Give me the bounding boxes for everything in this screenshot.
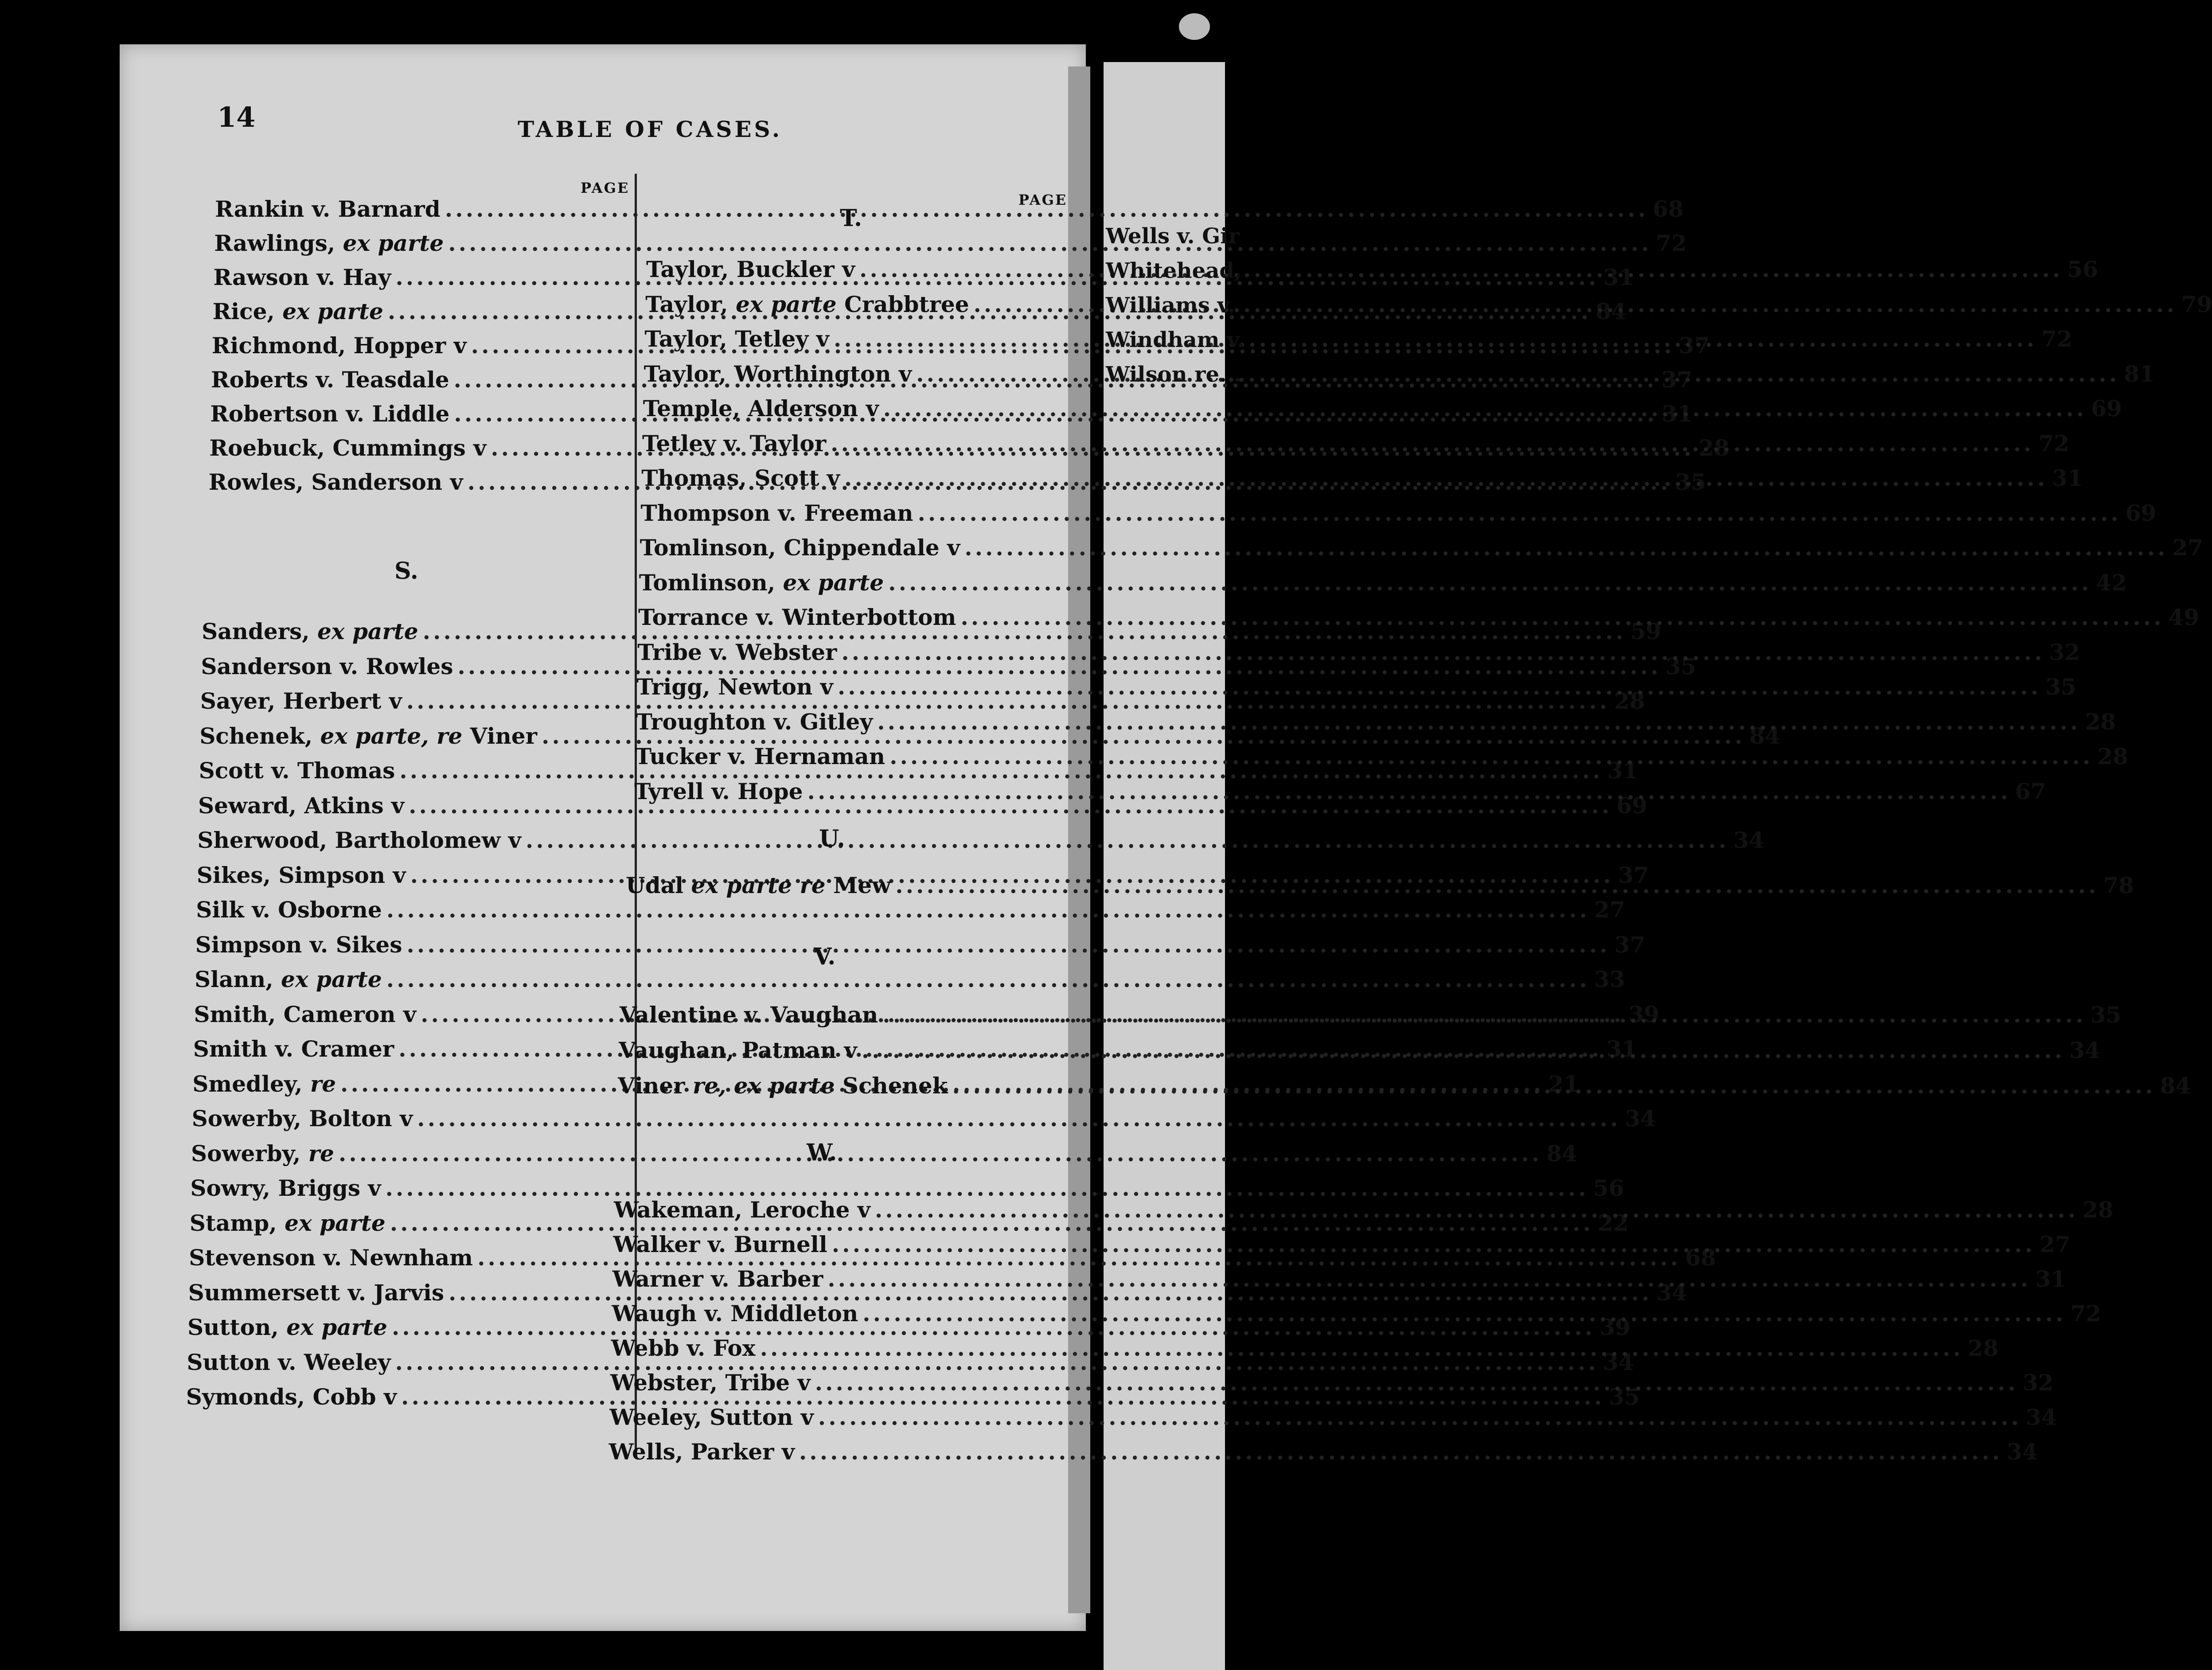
case-page-number: 84	[2160, 1073, 2191, 1099]
leader-dots	[952, 1070, 2155, 1099]
case-name: Tomlinson, ex parte	[639, 569, 884, 596]
case-page-number: 22	[1597, 1210, 1629, 1236]
running-title: TABLE OF CASES.	[518, 116, 783, 142]
case-page-number: 33	[1594, 966, 1625, 992]
case-name: Simpson v. Sikes	[195, 931, 402, 958]
case-entry	[197, 827, 1764, 856]
case-page-number: 28	[1614, 688, 1645, 714]
leader-dots	[339, 1140, 1542, 1167]
case-page-number: 28	[1698, 435, 1730, 461]
case-name: Thompson v. Freeman	[640, 499, 913, 526]
case-page-number: 27	[2172, 535, 2204, 561]
case-page-number: 81	[2124, 360, 2155, 387]
case-name: Torrance v. Winterbottom	[638, 604, 956, 630]
leader-dots	[960, 604, 2164, 630]
case-entry	[639, 569, 2127, 599]
case-page-number: 35	[2090, 1002, 2122, 1028]
case-page-number: 84	[1596, 298, 1627, 324]
case-entry	[201, 653, 1697, 683]
case-page-number: 34	[1603, 1349, 1634, 1375]
case-name: Valentine v. Vaughan	[620, 1002, 878, 1028]
page-number: 14	[217, 101, 256, 133]
case-page-number: 34	[1656, 1279, 1687, 1306]
case-name: Tucker v. Hernaman	[635, 743, 886, 769]
case-name: Tomlinson, Chippendale v	[640, 535, 960, 561]
case-entry	[187, 1349, 1634, 1378]
case-name: Stamp, ex parte	[189, 1210, 386, 1236]
leader-dots	[888, 570, 2091, 596]
facing-page-entry: Wells v. Gir	[1106, 224, 1240, 249]
case-page-number: 31	[1607, 757, 1639, 784]
facing-page-entry: Whitehead,	[1106, 258, 1242, 283]
case-page-number: 42	[2096, 569, 2127, 596]
case-page-number: 68	[1685, 1245, 1716, 1271]
case-name: Summersett v. Jarvis	[188, 1279, 445, 1306]
case-page-number: 28	[1967, 1335, 1999, 1361]
case-page-number: 56	[2067, 256, 2098, 282]
case-entry	[198, 792, 1647, 822]
case-page-number: 37	[1618, 862, 1649, 888]
case-page-number: 28	[2083, 1197, 2114, 1223]
case-page-number: 32	[2022, 1370, 2054, 1396]
case-page-number: 72	[1656, 230, 1687, 256]
case-entry	[190, 1175, 1624, 1204]
case-page-number: 34	[2007, 1439, 2038, 1465]
case-name: Sowerby, re	[191, 1140, 334, 1167]
section-w-heading: W.	[807, 1139, 837, 1166]
section-s-heading: S.	[394, 558, 418, 585]
case-name: Temple, Alderson v	[643, 395, 879, 421]
case-page-number: 78	[2103, 872, 2134, 898]
leader-dots	[859, 256, 2063, 282]
case-name: Stevenson v. Newnham	[189, 1245, 473, 1271]
leader-dots	[889, 743, 2093, 769]
case-name: Walker v. Burnell	[613, 1231, 827, 1257]
leader-dots	[916, 361, 2119, 387]
case-page-number: 37	[1614, 931, 1646, 958]
case-name: Slann, ex parte	[195, 966, 382, 992]
case-entry	[196, 897, 1625, 926]
leader-dots	[841, 639, 2044, 665]
case-name: Rowles, Sanderson v	[208, 469, 463, 495]
facing-page-entry: Windham v.	[1106, 328, 1245, 352]
case-entry	[195, 931, 1646, 961]
section-t-heading: T.	[840, 205, 862, 232]
case-page-number: 34	[1625, 1105, 1656, 1132]
case-entry	[199, 722, 1780, 752]
leader-dots	[386, 966, 1590, 992]
case-name: Smith, Cameron v	[194, 1001, 417, 1027]
case-name: Udal ex parte re Mew	[626, 872, 891, 898]
case-page-number: 31	[2052, 465, 2083, 491]
case-entry	[191, 1140, 1577, 1170]
case-name: Wakeman, Leroche v	[614, 1197, 870, 1223]
case-name: Rice, ex parte	[212, 298, 383, 324]
case-name: Tetley v. Taylor	[642, 430, 827, 457]
case-entry	[609, 1404, 2057, 1433]
leader-dots	[834, 326, 2037, 352]
case-page-number: 28	[2085, 708, 2116, 735]
leader-dots	[877, 709, 2080, 735]
case-page-number: 31	[1662, 401, 1693, 427]
leader-dots	[844, 465, 2048, 491]
leader-dots	[799, 1439, 2002, 1465]
case-name: Sanders, ex parte	[202, 618, 418, 644]
case-page-number: 37	[1661, 367, 1693, 393]
case-page-number: 49	[2168, 604, 2200, 630]
case-name: Roberts v. Teasdale	[211, 367, 449, 393]
leader-dots	[838, 674, 2041, 700]
case-page-number: 69	[1616, 792, 1647, 819]
leader-dots	[808, 778, 2011, 804]
case-entry	[187, 1314, 1631, 1343]
leader-dots	[862, 1037, 2065, 1063]
case-name: Symonds, Cobb v	[186, 1384, 397, 1410]
case-name: Sikes, Simpson v	[196, 862, 406, 888]
case-page-number: 67	[2015, 778, 2046, 804]
leader-dots	[815, 1370, 2018, 1396]
case-page-number: 37	[1678, 332, 1710, 359]
case-page-number: 84	[1546, 1140, 1577, 1167]
case-name: Tribe v. Webster	[637, 639, 837, 665]
case-name: Robertson v. Liddle	[210, 401, 450, 427]
case-entry	[191, 1105, 1656, 1135]
case-page-number: 84	[1749, 722, 1780, 749]
facing-page-entry: Wilson re. .	[1106, 362, 1242, 387]
case-page-number: 72	[2041, 326, 2072, 352]
case-name: Taylor, ex parte Crabbtree	[645, 291, 969, 317]
case-page-number: 69	[2091, 395, 2122, 421]
case-name: Rawlings, ex parte	[214, 230, 444, 256]
case-name: Viner re, ex parte Schenek	[618, 1073, 948, 1099]
case-entry	[640, 535, 2204, 564]
leader-dots	[445, 196, 1648, 222]
case-name: Weeley, Sutton v	[609, 1404, 814, 1430]
leader-dots	[417, 1105, 1620, 1132]
case-name: Sayer, Herbert v	[200, 688, 402, 714]
case-page-number: 31	[2035, 1266, 2067, 1292]
case-page-number: 27	[2040, 1231, 2071, 1257]
case-name: Taylor, Tetley v	[644, 326, 829, 352]
case-name: Schenek, ex parte, re Viner	[199, 722, 537, 749]
case-name: Tyrell v. Hope	[634, 778, 803, 804]
leader-dots	[882, 1002, 2086, 1028]
case-page-number: 27	[1594, 897, 1625, 923]
left-page-heading: PAGE	[581, 179, 630, 196]
case-name: Rankin v. Barnard	[215, 196, 441, 222]
case-name: Smith v. Cramer	[193, 1036, 394, 1062]
case-page-number: 34	[2069, 1037, 2100, 1063]
section-u-heading: U.	[819, 825, 845, 852]
right-page-heading: PAGE	[1018, 191, 1068, 208]
leader-dots	[760, 1335, 1963, 1361]
case-page-number: 21	[1548, 1070, 1579, 1097]
leader-dots	[964, 535, 2168, 561]
case-name: Sowerby, Bolton v	[191, 1105, 413, 1132]
case-page-number: 59	[1630, 618, 1662, 644]
case-page-number: 31	[1603, 264, 1635, 290]
case-name: Roebuck, Cummings v	[209, 435, 487, 461]
case-page-number: 28	[2097, 743, 2128, 769]
case-entry	[640, 499, 2157, 529]
case-page-number: 34	[1733, 827, 1764, 853]
case-page-number: 68	[1653, 196, 1684, 222]
case-page-number: 35	[1609, 1384, 1640, 1410]
case-entry	[202, 618, 1662, 648]
case-entry	[199, 757, 1639, 787]
case-name: Trigg, Newton v	[636, 674, 833, 700]
case-entry	[609, 1439, 2038, 1468]
leader-dots	[875, 1197, 2078, 1223]
case-page-number: 39	[1600, 1314, 1631, 1340]
case-entry	[195, 966, 1625, 995]
case-name: Silk v. Osborne	[196, 897, 382, 923]
case-page-number: 35	[2045, 674, 2076, 700]
case-name: Troughton v. Gitley	[636, 708, 873, 735]
case-name: Webster, Tribe v	[610, 1370, 811, 1396]
leader-dots	[448, 230, 1651, 256]
case-name: Seward, Atkins v	[198, 792, 405, 819]
case-page-number: 34	[2026, 1404, 2057, 1430]
leader-dots	[406, 932, 1610, 958]
case-name: Sherwood, Bartholomew v	[197, 827, 521, 853]
case-name: Sutton v. Weeley	[187, 1349, 391, 1375]
case-page-number: 69	[2125, 499, 2157, 526]
leader-dots	[526, 827, 1729, 853]
facing-page-entry: Williams v.	[1106, 293, 1235, 318]
leader-dots	[832, 1231, 2035, 1257]
case-name: Waugh v. Middleton	[612, 1300, 858, 1327]
section-v-heading: V.	[814, 943, 836, 970]
leader-dots	[918, 500, 2121, 526]
case-entry	[186, 1384, 1640, 1413]
case-name: Smedley, re	[192, 1070, 336, 1097]
case-name: Sanderson v. Rowles	[201, 653, 453, 679]
case-name: Scott v. Thomas	[199, 757, 395, 784]
case-page-number: 72	[2070, 1300, 2102, 1327]
leader-dots	[827, 1266, 2031, 1292]
case-page-number: 31	[1606, 1036, 1637, 1062]
leader-dots	[818, 1404, 2021, 1430]
page-stain	[1179, 13, 1210, 40]
case-name: Vaughan, Patman v	[619, 1037, 857, 1063]
case-name: Taylor, Buckler v	[646, 256, 855, 282]
case-name: Taylor, Worthington v	[644, 360, 912, 387]
case-page-number: 39	[1628, 1001, 1659, 1027]
case-entry	[189, 1245, 1716, 1274]
case-page-number: 35	[1665, 653, 1697, 679]
case-page-number: 56	[1593, 1175, 1624, 1201]
leader-dots	[895, 872, 2099, 898]
leader-dots	[831, 430, 2034, 457]
case-page-number: 72	[2038, 430, 2069, 457]
case-name: Wells, Parker v	[609, 1439, 795, 1465]
case-page-number: 35	[1675, 469, 1706, 495]
leader-dots	[883, 395, 2087, 421]
case-name: Sowry, Briggs v	[190, 1175, 381, 1201]
leader-dots	[862, 1300, 2066, 1327]
case-name: Richmond, Hopper v	[211, 332, 467, 359]
case-name: Webb v. Fox	[611, 1335, 756, 1361]
case-entry	[200, 688, 1645, 717]
case-name: Sutton, ex parte	[187, 1314, 387, 1340]
case-name: Rawson v. Hay	[213, 264, 391, 290]
case-name: Thomas, Scott v	[641, 465, 840, 491]
case-page-number: 32	[2049, 639, 2080, 665]
case-name: Warner v. Barber	[612, 1266, 823, 1292]
case-page-number: 79	[2181, 291, 2212, 317]
